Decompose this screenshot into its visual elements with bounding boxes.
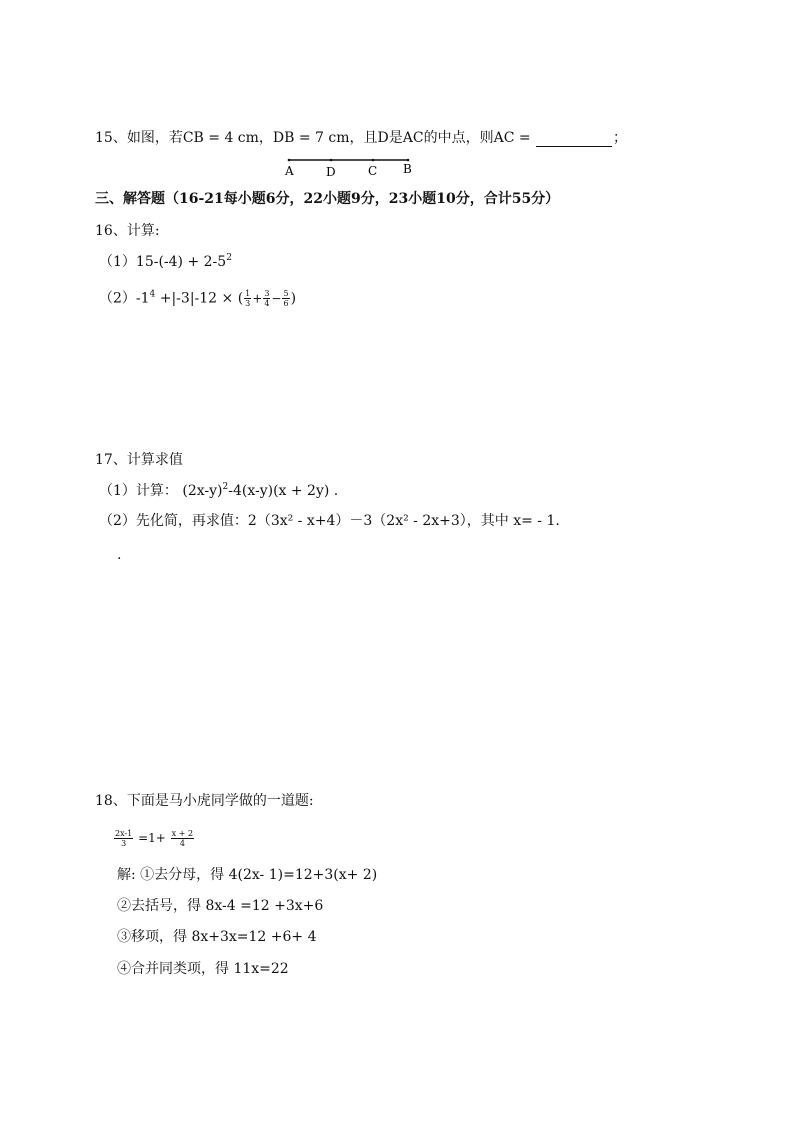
- line-segment-diagram: [282, 156, 422, 180]
- question-16-part-1: [99, 253, 232, 271]
- fraction-denominator: 4: [179, 839, 185, 848]
- question-17-title: 17、计算求值: [95, 452, 183, 468]
- fraction-3-4: [263, 289, 270, 308]
- close-paren: ): [290, 290, 297, 307]
- point-C-label: C: [368, 164, 378, 178]
- fraction-numerator: 5: [283, 289, 289, 298]
- part-1-exponent: 2: [226, 253, 232, 263]
- fraction-denominator: 4: [264, 299, 270, 308]
- part-1-exponent: 2: [222, 482, 229, 492]
- part-2-exponent: 4: [149, 289, 156, 300]
- point-B-dot: [407, 159, 410, 162]
- question-18-title: 18、下面是马小虎同学做的一道题:: [95, 793, 314, 809]
- question-15: [95, 129, 627, 147]
- fraction-1-3: [244, 289, 251, 308]
- fraction-numerator: x + 2: [171, 829, 194, 838]
- point-C-dot: [372, 159, 375, 162]
- fraction-5-6: [282, 289, 289, 308]
- stray-dot: .: [117, 547, 122, 563]
- question-16-title: 16、计算:: [95, 223, 160, 239]
- point-D-label: D: [326, 165, 336, 179]
- solution-step-4: ④合并同类项，得 11x=22: [117, 961, 289, 977]
- point-A-label: A: [285, 164, 294, 178]
- point-A-dot: [288, 159, 291, 162]
- question-15-text: 15、如图，若CB = 4 cm，DB = 7 cm，且D是AC的中点，则AC =: [95, 130, 536, 146]
- solution-step-2: ②去括号，得 8x-4 =12 +3x+6: [117, 898, 324, 914]
- part-1-expression: （1）15-(-4) + 2-5: [99, 254, 227, 270]
- point-D-dot: [330, 159, 333, 162]
- part-1-start: （1）计算： (2x-y): [99, 483, 223, 499]
- question-17-part-2: （2）先化简，再求值：2（3x² - x+4）－3（2x² - 2x+3），其中 x= - 1.: [99, 513, 560, 529]
- part-2-start: （2）-1: [99, 290, 150, 307]
- equation-line: [113, 825, 195, 851]
- question-17-part-1: [99, 482, 338, 500]
- minus-sign: −: [271, 291, 282, 306]
- question-16-part-2: [99, 289, 296, 308]
- fraction-numerator: 1: [245, 289, 251, 298]
- fraction-2x-1-over-3: [114, 829, 133, 848]
- part-1-end: -4(x-y)(x + 2y) .: [228, 483, 339, 499]
- question-15-end: ；: [613, 130, 628, 146]
- solution-step-1: 解: ①去分母，得 4(2x- 1)=12+3(x+ 2): [117, 867, 378, 883]
- plus-sign: +: [252, 291, 263, 306]
- fraction-numerator: 3: [264, 289, 270, 298]
- fraction-x-plus-2-over-4: [171, 829, 194, 848]
- equals-one-plus: =1+: [138, 831, 166, 845]
- section-3-title: 三、解答题（16-21每小题6分，22小题9分，23小题10分，合计55分）: [95, 191, 560, 207]
- solution-step-3: ③移项，得 8x+3x=12 +6+ 4: [117, 929, 317, 945]
- fraction-denominator: 3: [245, 299, 251, 308]
- answer-blank[interactable]: [536, 132, 612, 147]
- fraction-numerator: 2x-1: [115, 829, 133, 838]
- fraction-denominator: 3: [121, 839, 127, 848]
- fraction-denominator: 6: [283, 299, 289, 308]
- point-B-label: B: [403, 162, 412, 176]
- part-2-middle: +|-3|-12 × (: [155, 290, 244, 307]
